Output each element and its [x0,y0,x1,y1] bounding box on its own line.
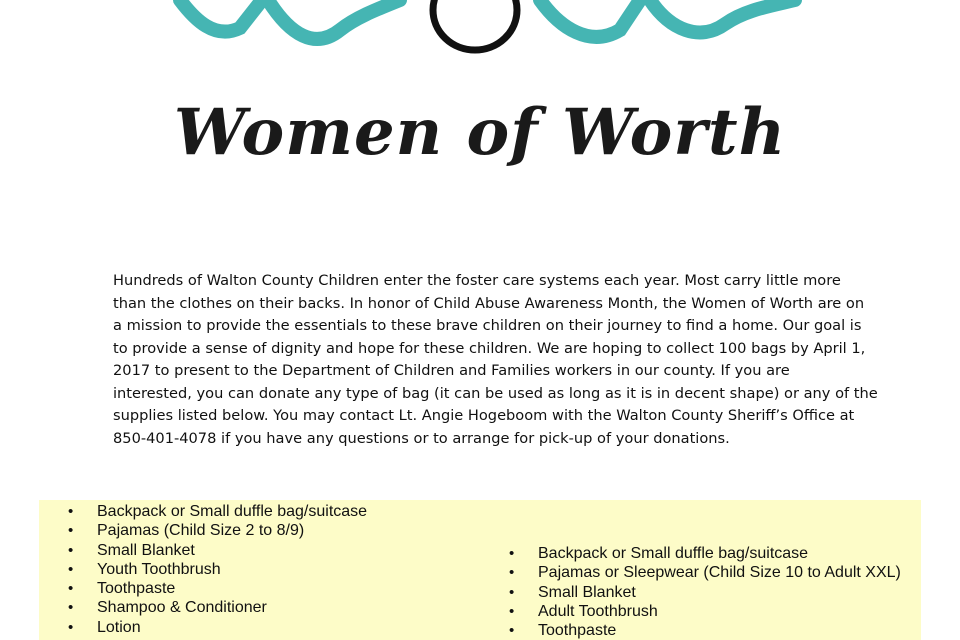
intro-line: than the clothes on their backs. In honor of Child Abuse Awareness Month, the Women of Worth are on [113,294,865,312]
supply-item: • Toothpaste [509,621,901,640]
supply-item: • Lotion [68,618,367,637]
logo-script-text: Women of Worth [173,95,787,170]
supply-item: • Small Blanket [509,583,901,602]
supply-item: • Adult Toothbrush [509,602,901,621]
wow-logo [0,0,960,210]
supply-item: • Youth Toothbrush [68,560,367,579]
intro-line: interested, you can donate any type of bag (it can be used as long as it is in decent shape) or any of the [113,384,878,402]
intro-line: supplies listed below. You may contact Lt. Angie Hogeboom with the Walton County Sheriff’s Office at [113,407,855,424]
supply-item: • Pajamas or Sleepwear (Child Size 10 to Adult XXL) [509,563,901,582]
logo-script-title [0,95,960,170]
intro-line: to provide a sense of dignity and hope for these children. We are hoping to collect 100 bags by April 1, [113,339,866,357]
supply-item: • Pajamas (Child Size 2 to 8/9) [68,521,367,540]
supply-item: • Toothpaste [68,579,367,598]
intro-line: a mission to provide the essentials to these brave children on their journey to find a home. Our goal is [113,317,862,334]
intro-line: 850-401-4078 if you have any questions or to arrange for pick-up of your donations. [113,429,730,447]
wow-wordmark-graphic [0,0,960,110]
supplies-list-child [68,502,367,637]
supply-item: • Shampoo & Conditioner [68,598,367,617]
supply-item: • Small Blanket [68,541,367,560]
supply-item: • Backpack or Small duffle bag/suitcase [68,502,367,521]
intro-line: Hundreds of Walton County Children enter the foster care systems each year. Most carry little more [113,272,841,289]
intro-paragraph [113,270,878,450]
supply-item: • Backpack or Small duffle bag/suitcase [509,544,901,563]
supplies-list-teen-adult [509,544,901,640]
intro-line: 2017 to present to the Department of Children and Families workers in our county. If you are [113,362,790,379]
